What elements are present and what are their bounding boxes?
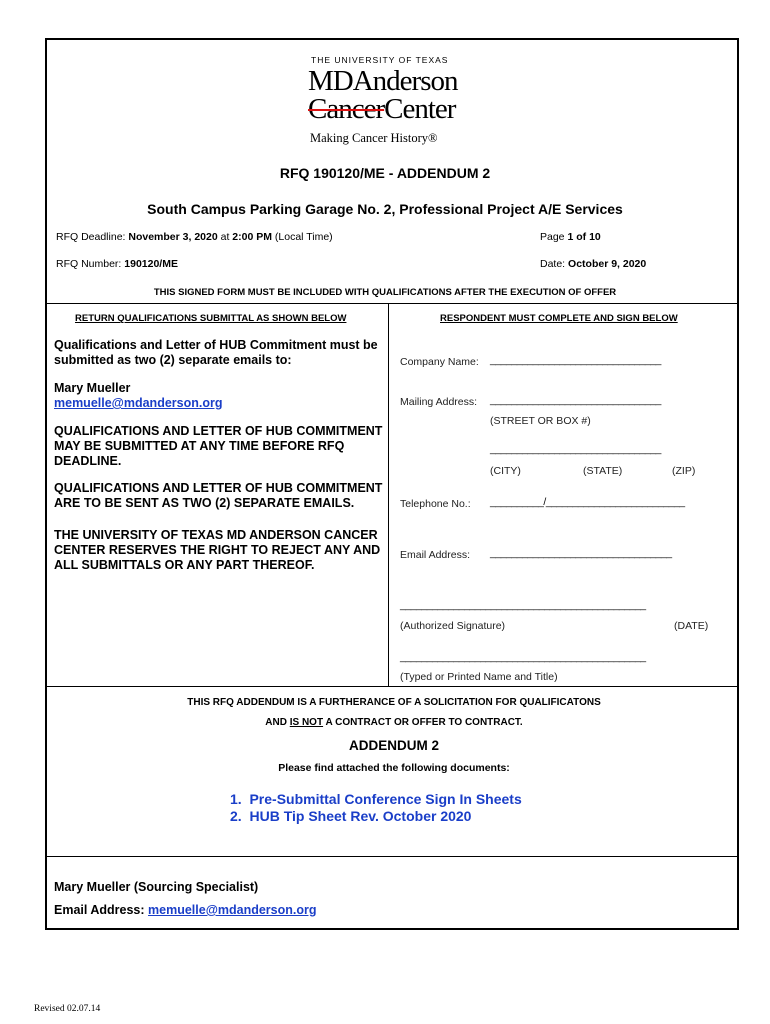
street-hint: (STREET OR BOX #) [490,415,591,427]
page-indicator [540,231,601,243]
deadline-label: RFQ Deadline: [56,231,126,243]
left-heading: RETURN QUALIFICATIONS SUBMITTAL AS SHOWN BELOW [75,313,347,324]
md-anderson-logo [308,55,508,145]
deadline-time: 2:00 PM [232,231,272,243]
attachment-text: HUB Tip Sheet Rev. October 2020 [249,808,472,824]
specialist-name: Mary Mueller (Sourcing Specialist) [54,880,259,894]
email-address-label: Email Address: [400,549,471,561]
notice-and: AND [265,717,287,728]
mailing-address-label: Mailing Address: [400,396,478,408]
right-heading: RESPONDENT MUST COMPLETE AND SIGN BELOW [440,313,678,324]
left-p4-line1: THE UNIVERSITY OF TEXAS MD ANDERSON CANCER [54,528,378,542]
footer-email-link[interactable]: memuelle@mdanderson.org [148,903,317,917]
company-name-field[interactable]: ________________________________ [490,354,661,366]
left-p3-line2: ARE TO BE SENT AS TWO (2) SEPARATE EMAILS. [54,496,355,510]
left-p3-line1: QUALIFICATIONS AND LETTER OF HUB COMMITMENT [54,481,383,495]
page-label: Page [540,231,565,243]
city-state-zip-field[interactable]: ________________________________ [490,443,661,455]
rfq-deadline [56,231,333,243]
city-hint: (CITY) [490,465,521,477]
rfq-number [56,258,178,270]
contact-name: Mary Mueller [54,381,131,395]
divider [46,856,738,857]
left-p4-line3: ALL SUBMITTALS OR ANY PART THEREOF. [54,558,315,572]
left-p1-line2: submitted as two (2) separate emails to: [54,353,292,367]
deadline-tz: (Local Time) [274,231,333,243]
column-divider [388,303,389,686]
attachment-num: 2. [230,808,242,824]
signature-field[interactable]: ______________________________________________ [400,599,646,611]
left-p4-line2: CENTER RESERVES THE RIGHT TO REJECT ANY AND [54,543,381,557]
signature-date-label: (DATE) [674,620,709,632]
left-p2-line3: DEADLINE. [54,454,122,468]
email-address-field[interactable]: __________________________________ [490,547,672,559]
addendum-notice-line1: THIS RFQ ADDENDUM IS A FURTHERANCE OF A SOLICITATION FOR QUALIFICATONS [187,697,601,708]
logo-line1: MDAnderson [308,65,458,97]
printed-name-field[interactable]: ______________________________________________ [400,651,646,663]
date-value: October 9, 2020 [568,258,647,270]
date-label: Date: [540,258,566,270]
printed-name-label: (Typed or Printed Name and Title) [400,671,558,683]
divider [46,303,738,304]
addendum-notice-line2 [0,717,770,728]
page-subtitle: South Campus Parking Garage No. 2, Professional Project A/E Services [147,201,623,217]
signed-form-notice: THIS SIGNED FORM MUST BE INCLUDED WITH QUALIFICATIONS AFTER THE EXECUTION OF OFFER [153,287,617,298]
deadline-date: November 3, 2020 [128,231,218,243]
divider [46,686,738,687]
left-p1-line1: Qualifications and Letter of HUB Commitment must be [54,338,378,352]
footer-email-label: Email Address: [54,903,145,917]
page-num: 1 [567,231,574,243]
telephone-label: Telephone No.: [400,498,471,510]
logo-university: THE UNIVERSITY OF TEXAS [311,55,449,65]
footer-email-row [54,903,317,917]
revised-date: Revised 02.07.14 [34,1004,101,1014]
logo-tagline: Making Cancer History® [310,131,438,145]
contact-email-link[interactable]: memuelle@mdanderson.org [54,396,223,410]
issue-date [540,258,646,270]
attachment-item-1[interactable] [230,791,522,807]
left-p2-line1: QUALIFICATIONS AND LETTER OF HUB COMMITMENT [54,424,383,438]
page-of: of [576,231,587,243]
mailing-address-field[interactable]: ________________________________ [490,394,661,406]
addendum-heading: ADDENDUM 2 [348,738,439,753]
company-name-label: Company Name: [400,356,479,368]
page-total: 10 [589,231,601,243]
state-hint: (STATE) [583,465,623,477]
attachment-item-2[interactable] [230,808,471,824]
notice-rest: A CONTRACT OR OFFER TO CONTRACT. [325,717,523,728]
signature-label: (Authorized Signature) [400,620,506,632]
zip-hint: (ZIP) [672,465,696,477]
telephone-field[interactable]: __________/__________________________ [490,496,685,508]
logo-cancer: Cancer [308,93,385,125]
logo-line2 [308,93,455,126]
attachment-num: 1. [230,791,242,807]
rfq-number-value: 190120/ME [124,258,178,270]
addendum-intro: Please find attached the following documents: [278,762,510,774]
deadline-at: at [220,231,230,243]
attachment-text: Pre-Submittal Conference Sign In Sheets [249,791,522,807]
logo-center: Center [384,93,456,125]
rfq-number-label: RFQ Number: [56,258,122,270]
left-p2-line2: MAY BE SUBMITTED AT ANY TIME BEFORE RFQ [54,439,345,453]
page-title: RFQ 190120/ME - ADDENDUM 2 [279,165,491,181]
notice-is-not: IS NOT [289,717,324,728]
